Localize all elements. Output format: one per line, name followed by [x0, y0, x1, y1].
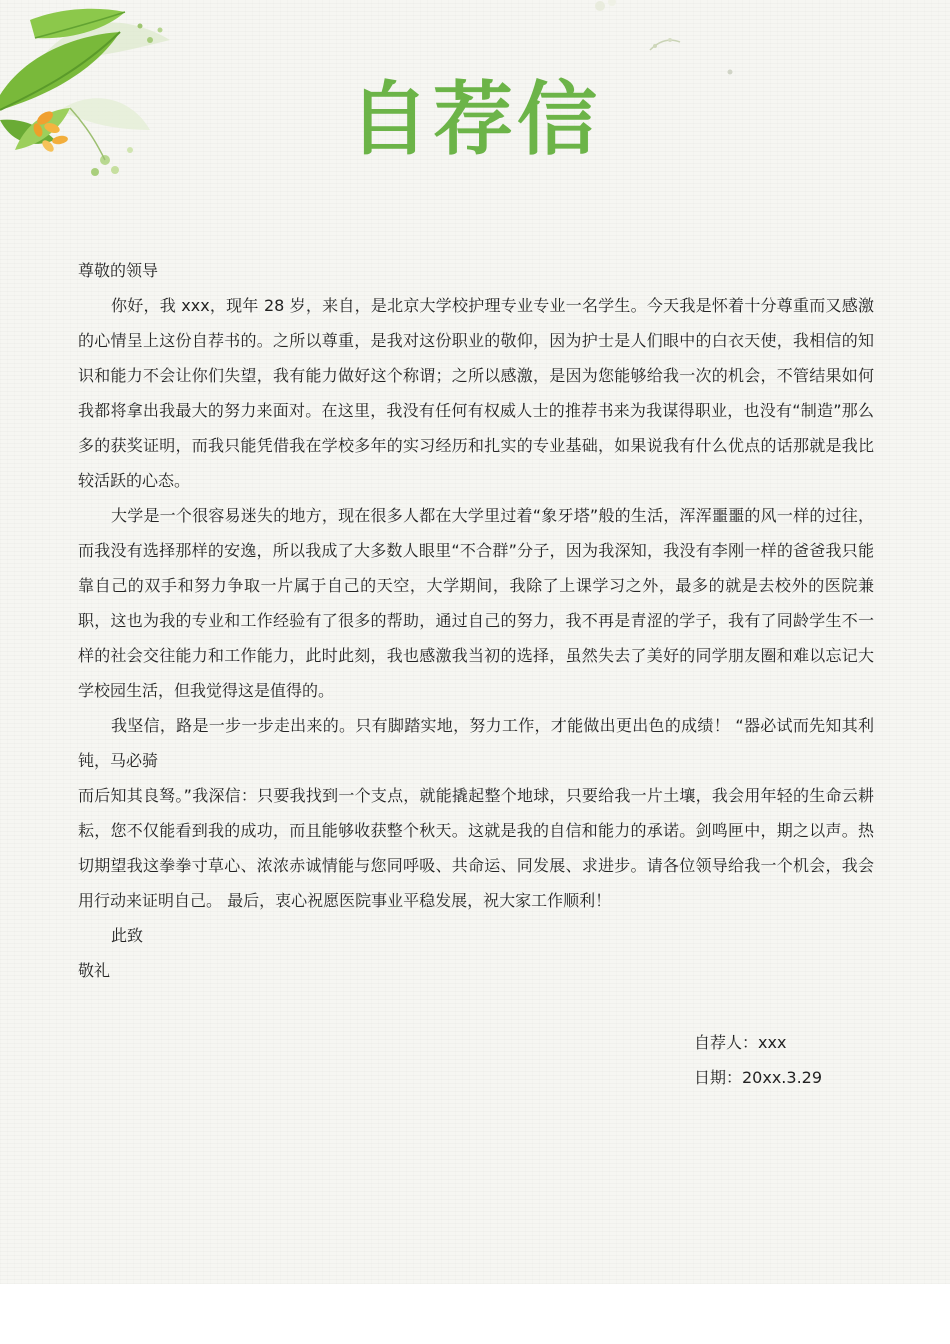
paragraph: 我坚信，路是一步一步走出来的。只有脚踏实地，努力工作，才能做出更出色的成绩！ “器必试而先知其利钝，马必骑 [78, 716, 874, 770]
greeting: 尊敬的领导 [78, 261, 159, 280]
paragraph: 大学是一个很容易迷失的地方，现在很多人都在大学里过着“象牙塔”般的生活，浑浑噩噩的风一样的过往，而我没有选择那样的安逸，所以我成了大多数人眼里“不合群”分子，因为我深知，我没有李刚一样的爸爸我只能靠自己的双手和努力争取一片属于自己的天空，大学期间，我除了上课学习之外，最多的就是去校外的医院兼职，这也为我的专业和工作经验有了很多的帮助，通过自己的努力，我不再是青涩的学子，我有了同龄学生不一样的社会交往能力和工作能力，此时此刻，我也感激我当初的选择，虽然失去了美好的同学朋友圈和难以忘记大学校园生活，但我觉得这是值得的。 [78, 506, 874, 700]
signature-date: 日期：20xx.3.29 [694, 1068, 823, 1087]
signature-block [694, 1025, 822, 1095]
page-title: 自荐信 [349, 73, 601, 166]
closing-salutation: 敬礼 [78, 961, 111, 980]
paragraph: 而后知其良驽。”我深信：只要我找到一个支点，就能撬起整个地球，只要给我一片土壤，我会用年轻的生命云耕耘，您不仅能看到我的成功，而且能够收获整个秋天。这就是我的自信和能力的承诺。剑鸣匣中，期之以声。热切期望我这拳拳寸草心、浓浓赤诚情能与您同呼吸、共命运、同发展、求进步。请各位领导给我一个机会，我会用行动来证明自己。 最后，衷心祝愿医院事业平稳发展，祝大家工作顺利！ [78, 786, 874, 910]
letter-body [78, 253, 874, 988]
closing-line: 此致 [111, 926, 144, 945]
small-leaf-decoration-icon [590, 0, 750, 80]
paragraph: 你好，我 xxx，现年 28 岁，来自，是北京大学校护理专业专业一名学生。今天我是怀着十分尊重而又感激的心情呈上这份自荐书的。之所以尊重，是我对这份职业的敬仰，因为护士是人们眼中的白衣天使，我相信的知识和能力不会让你们失望，我有能力做好这个称谓；之所以感激，是因为您能够给我一次的机会，不管结果如何我都将拿出我最大的努力来面对。在这里，我没有任何有权威人士的推荐书来为我谋得职业，也没有“制造”那么多的获奖证明，而我只能凭借我在学校多年的实习经历和扎实的专业基础，如果说我有什么优点的话那就是我比较活跃的心态。 [78, 296, 874, 490]
signature-author: 自荐人：xxx [694, 1033, 787, 1052]
